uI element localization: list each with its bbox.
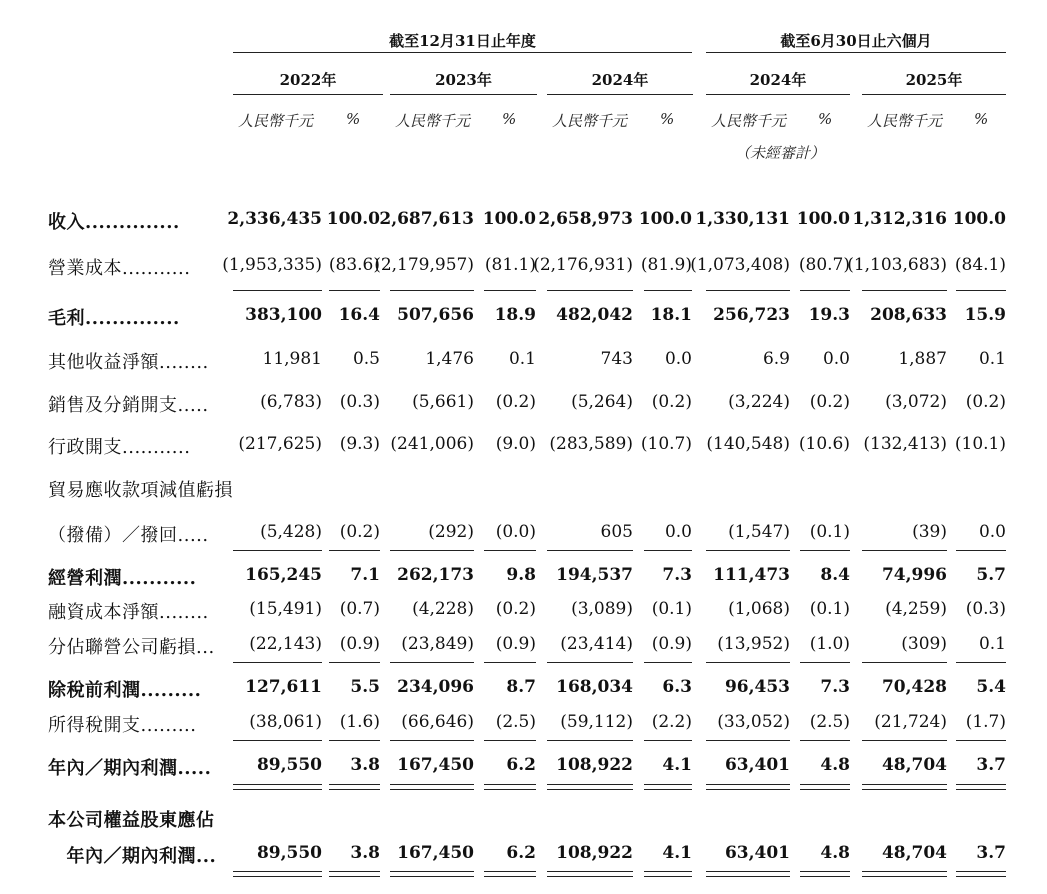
total-double-rule [644, 876, 692, 877]
row-label: 融資成本淨額........ [48, 602, 209, 623]
row-label: 年內／期內利潤..... [48, 758, 212, 779]
amount-cell: 605 [600, 522, 633, 542]
subtotal-rule [329, 550, 380, 551]
subtotal-rule [862, 662, 947, 663]
percent-cell: 19.3 [808, 305, 850, 325]
amount-cell: (4,228) [412, 599, 474, 619]
amount-cell: 108,922 [556, 843, 633, 863]
total-double-rule [390, 789, 474, 790]
percent-cell: 100.0 [638, 209, 692, 229]
percent-cell: 8.4 [820, 565, 850, 585]
amount-cell: 167,450 [397, 843, 474, 863]
amount-cell: 48,704 [881, 843, 947, 863]
unit-amount: 人民幣千元 [711, 112, 787, 130]
subtotal-rule [390, 290, 474, 291]
subtotal-rule [862, 290, 947, 291]
amount-cell: (23,414) [560, 634, 633, 654]
amount-cell: 1,476 [425, 349, 474, 369]
amount-cell: (22,143) [249, 634, 322, 654]
amount-cell: 1,312,316 [852, 209, 947, 229]
total-double-rule [547, 876, 633, 877]
subtotal-rule [484, 290, 536, 291]
amount-cell: 48,704 [881, 755, 947, 775]
year-header: 2023年 [435, 71, 492, 89]
row-label: 本公司權益股東應佔 [48, 810, 215, 831]
unit-pct: % [818, 110, 833, 128]
subtotal-rule [390, 740, 474, 741]
amount-cell: 2,687,613 [379, 209, 474, 229]
percent-cell: 7.3 [820, 677, 850, 697]
total-double-rule [800, 876, 850, 877]
amount-cell: (241,006) [390, 434, 474, 454]
total-double-rule [329, 871, 380, 872]
percent-cell: (10.6) [798, 434, 850, 454]
percent-cell: 0.1 [978, 349, 1006, 369]
total-double-rule [390, 876, 474, 877]
subtotal-rule [390, 550, 474, 551]
percent-cell: 100.0 [952, 209, 1006, 229]
percent-cell: 0.0 [664, 522, 692, 542]
subtotal-rule [956, 550, 1006, 551]
total-double-rule [644, 784, 692, 785]
subtotal-rule [956, 740, 1006, 741]
total-double-rule [862, 871, 947, 872]
amount-cell: (3,089) [571, 599, 633, 619]
amount-cell: 6.9 [762, 349, 790, 369]
header-group-year-ended-rule [233, 52, 692, 53]
amount-cell: (283,589) [549, 434, 633, 454]
year-header-rule [390, 94, 537, 95]
percent-cell: 4.8 [820, 843, 850, 863]
percent-cell: 3.7 [976, 755, 1006, 775]
amount-cell: (1,103,683) [847, 255, 947, 275]
percent-cell: 0.5 [352, 349, 380, 369]
percent-cell: 16.4 [338, 305, 380, 325]
percent-cell: (1.7) [965, 712, 1006, 732]
percent-cell: 5.7 [976, 565, 1006, 585]
percent-cell: (2.5) [495, 712, 536, 732]
amount-cell: (1,068) [728, 599, 790, 619]
unit-pct: % [660, 110, 675, 128]
amount-cell: 256,723 [713, 305, 790, 325]
total-double-rule [644, 789, 692, 790]
total-double-rule [800, 871, 850, 872]
total-double-rule [484, 871, 536, 872]
percent-cell: 7.3 [662, 565, 692, 585]
percent-cell: (0.3) [339, 392, 380, 412]
percent-cell: 6.2 [506, 843, 536, 863]
subtotal-rule [233, 550, 322, 551]
total-double-rule [484, 789, 536, 790]
subtotal-rule [862, 550, 947, 551]
amount-cell: (3,224) [728, 392, 790, 412]
amount-cell: (15,491) [249, 599, 322, 619]
year-header-rule [862, 94, 1006, 95]
total-double-rule [233, 789, 322, 790]
unit-amount: 人民幣千元 [867, 112, 943, 130]
percent-cell: (0.9) [339, 634, 380, 654]
percent-cell: 0.0 [822, 349, 850, 369]
subtotal-rule [547, 740, 633, 741]
percent-cell: (0.2) [965, 392, 1006, 412]
percent-cell: (1.6) [339, 712, 380, 732]
percent-cell: (0.1) [651, 599, 692, 619]
subtotal-rule [644, 550, 692, 551]
percent-cell: (2.5) [809, 712, 850, 732]
percent-cell: (9.0) [495, 434, 536, 454]
percent-cell: 4.8 [820, 755, 850, 775]
percent-cell: 0.1 [978, 634, 1006, 654]
amount-cell: (217,625) [238, 434, 322, 454]
total-double-rule [233, 876, 322, 877]
percent-cell: 3.7 [976, 843, 1006, 863]
header-group-six-months: 截至6月30日止六個月 [780, 32, 932, 50]
percent-cell: (0.2) [339, 522, 380, 542]
percent-cell: (81.9) [640, 255, 692, 275]
amount-cell: 63,401 [724, 843, 790, 863]
row-label: 營業成本........... [48, 258, 191, 279]
percent-cell: (1.0) [809, 634, 850, 654]
percent-cell: (84.1) [954, 255, 1006, 275]
amount-cell: 108,922 [556, 755, 633, 775]
amount-cell: (5,661) [412, 392, 474, 412]
row-label: 所得稅開支......... [48, 715, 197, 736]
subtotal-rule [329, 662, 380, 663]
amount-cell: (59,112) [560, 712, 633, 732]
amount-cell: (5,428) [260, 522, 322, 542]
unit-pct: % [974, 110, 989, 128]
amount-cell: 168,034 [556, 677, 633, 697]
percent-cell: (0.1) [809, 599, 850, 619]
amount-cell: (1,073,408) [690, 255, 790, 275]
row-label: （撥備）／撥回..... [48, 525, 209, 546]
subtotal-rule [329, 740, 380, 741]
total-double-rule [706, 789, 790, 790]
percent-cell: 4.1 [662, 843, 692, 863]
subtotal-rule [233, 290, 322, 291]
amount-cell: (3,072) [885, 392, 947, 412]
total-double-rule [233, 784, 322, 785]
total-double-rule [862, 784, 947, 785]
total-double-rule [706, 871, 790, 872]
percent-cell: (10.1) [954, 434, 1006, 454]
amount-cell: (309) [901, 634, 947, 654]
total-double-rule [547, 784, 633, 785]
percent-cell: 7.1 [350, 565, 380, 585]
total-double-rule [329, 876, 380, 877]
percent-cell: (0.1) [809, 522, 850, 542]
percent-cell: (83.6) [328, 255, 380, 275]
amount-cell: 63,401 [724, 755, 790, 775]
amount-cell: (23,849) [401, 634, 474, 654]
subtotal-rule [484, 662, 536, 663]
percent-cell: 3.8 [350, 843, 380, 863]
amount-cell: (39) [912, 522, 947, 542]
percent-cell: (0.2) [495, 599, 536, 619]
subtotal-rule [800, 662, 850, 663]
subtotal-rule [706, 550, 790, 551]
percent-cell: 0.1 [508, 349, 536, 369]
row-label: 分佔聯營公司虧損... [48, 637, 215, 658]
amount-cell: (5,264) [571, 392, 633, 412]
percent-cell: (80.7) [798, 255, 850, 275]
unit-amount: 人民幣千元 [238, 112, 314, 130]
total-double-rule [329, 789, 380, 790]
amount-cell: (6,783) [260, 392, 322, 412]
percent-cell: (0.2) [495, 392, 536, 412]
row-label: 年內／期內利潤... [48, 846, 217, 867]
subtotal-rule [233, 740, 322, 741]
total-double-rule [956, 789, 1006, 790]
amount-cell: 127,611 [245, 677, 322, 697]
amount-cell: (292) [428, 522, 474, 542]
percent-cell: 9.8 [506, 565, 536, 585]
amount-cell: (21,724) [874, 712, 947, 732]
percent-cell: 5.4 [976, 677, 1006, 697]
year-header: 2024年 [749, 71, 807, 89]
total-double-rule [390, 871, 474, 872]
percent-cell: 100.0 [796, 209, 850, 229]
subtotal-rule [644, 662, 692, 663]
percent-cell: (0.2) [809, 392, 850, 412]
header-group-six-months-rule [706, 52, 1006, 53]
amount-cell: (2,176,931) [533, 255, 633, 275]
subtotal-rule [956, 662, 1006, 663]
subtotal-rule [800, 740, 850, 741]
percent-cell: 15.9 [964, 305, 1006, 325]
amount-cell: 383,100 [245, 305, 322, 325]
percent-cell: 6.3 [662, 677, 692, 697]
unit-pct: % [346, 110, 361, 128]
amount-cell: (38,061) [249, 712, 322, 732]
total-double-rule [706, 876, 790, 877]
percent-cell: (0.9) [651, 634, 692, 654]
subtotal-rule [800, 290, 850, 291]
amount-cell: 482,042 [556, 305, 633, 325]
row-label: 收入.............. [48, 212, 180, 233]
total-double-rule [956, 784, 1006, 785]
percent-cell: 8.7 [506, 677, 536, 697]
total-double-rule [329, 784, 380, 785]
total-double-rule [484, 784, 536, 785]
row-label: 經營利潤........... [48, 568, 197, 589]
amount-cell: 89,550 [256, 843, 322, 863]
percent-cell: 18.9 [494, 305, 536, 325]
row-label: 行政開支........... [48, 437, 191, 458]
row-label: 其他收益淨額........ [48, 352, 209, 373]
total-double-rule [233, 871, 322, 872]
unaudited-note: （未經審計） [735, 144, 826, 162]
subtotal-rule [547, 662, 633, 663]
year-header-rule [547, 94, 693, 95]
total-double-rule [800, 789, 850, 790]
row-label: 毛利.............. [48, 308, 180, 329]
amount-cell: 262,173 [397, 565, 474, 585]
row-label: 除稅前利潤......... [48, 680, 202, 701]
subtotal-rule [862, 740, 947, 741]
amount-cell: (66,646) [401, 712, 474, 732]
total-double-rule [547, 871, 633, 872]
total-double-rule [862, 789, 947, 790]
amount-cell: (33,052) [717, 712, 790, 732]
subtotal-rule [233, 662, 322, 663]
amount-cell: 1,887 [898, 349, 947, 369]
row-label: 貿易應收款項減值虧損 [48, 480, 233, 501]
percent-cell: 0.0 [664, 349, 692, 369]
amount-cell: 1,330,131 [695, 209, 790, 229]
total-double-rule [644, 871, 692, 872]
year-header-rule [233, 94, 383, 95]
percent-cell: (0.2) [651, 392, 692, 412]
year-header-rule [706, 94, 850, 95]
year-header: 2024年 [591, 71, 649, 89]
subtotal-rule [706, 662, 790, 663]
percent-cell: (0.7) [339, 599, 380, 619]
year-header: 2022年 [279, 71, 337, 89]
percent-cell: (0.3) [965, 599, 1006, 619]
percent-cell: (0.9) [495, 634, 536, 654]
row-label: 銷售及分銷開支..... [48, 395, 209, 416]
subtotal-rule [644, 740, 692, 741]
amount-cell: 743 [600, 349, 633, 369]
amount-cell: 507,656 [397, 305, 474, 325]
unit-amount: 人民幣千元 [395, 112, 471, 130]
total-double-rule [390, 784, 474, 785]
percent-cell: 5.5 [350, 677, 380, 697]
percent-cell: 0.0 [978, 522, 1006, 542]
subtotal-rule [547, 550, 633, 551]
amount-cell: 89,550 [256, 755, 322, 775]
amount-cell: (140,548) [706, 434, 790, 454]
total-double-rule [862, 876, 947, 877]
amount-cell: (4,259) [885, 599, 947, 619]
total-double-rule [956, 876, 1006, 877]
percent-cell: 100.0 [482, 209, 536, 229]
amount-cell: (1,547) [728, 522, 790, 542]
amount-cell: 2,658,973 [538, 209, 633, 229]
percent-cell: 6.2 [506, 755, 536, 775]
percent-cell: (9.3) [339, 434, 380, 454]
subtotal-rule [547, 290, 633, 291]
total-double-rule [706, 784, 790, 785]
amount-cell: 167,450 [397, 755, 474, 775]
amount-cell: (2,179,957) [374, 255, 474, 275]
total-double-rule [547, 789, 633, 790]
subtotal-rule [956, 290, 1006, 291]
unit-amount: 人民幣千元 [552, 112, 628, 130]
amount-cell: (1,953,335) [222, 255, 322, 275]
amount-cell: 208,633 [870, 305, 947, 325]
subtotal-rule [706, 740, 790, 741]
total-double-rule [800, 784, 850, 785]
total-double-rule [956, 871, 1006, 872]
subtotal-rule [390, 662, 474, 663]
percent-cell: (10.7) [640, 434, 692, 454]
subtotal-rule [484, 550, 536, 551]
amount-cell: 165,245 [245, 565, 322, 585]
header-group-year-ended: 截至12月31日止年度 [389, 32, 536, 50]
subtotal-rule [644, 290, 692, 291]
percent-cell: (81.1) [484, 255, 536, 275]
amount-cell: 2,336,435 [227, 209, 322, 229]
amount-cell: 111,473 [713, 565, 790, 585]
percent-cell: (2.2) [651, 712, 692, 732]
percent-cell: 3.8 [350, 755, 380, 775]
subtotal-rule [329, 290, 380, 291]
subtotal-rule [800, 550, 850, 551]
amount-cell: 70,428 [881, 677, 947, 697]
unit-pct: % [502, 110, 517, 128]
amount-cell: 74,996 [881, 565, 947, 585]
amount-cell: 194,537 [556, 565, 633, 585]
percent-cell: 100.0 [326, 209, 380, 229]
total-double-rule [484, 876, 536, 877]
amount-cell: (13,952) [717, 634, 790, 654]
amount-cell: 11,981 [262, 349, 322, 369]
subtotal-rule [706, 290, 790, 291]
amount-cell: 234,096 [397, 677, 474, 697]
percent-cell: (0.0) [495, 522, 536, 542]
year-header: 2025年 [905, 71, 963, 89]
percent-cell: 18.1 [650, 305, 692, 325]
amount-cell: 96,453 [724, 677, 790, 697]
amount-cell: (132,413) [863, 434, 947, 454]
percent-cell: 4.1 [662, 755, 692, 775]
subtotal-rule [484, 740, 536, 741]
